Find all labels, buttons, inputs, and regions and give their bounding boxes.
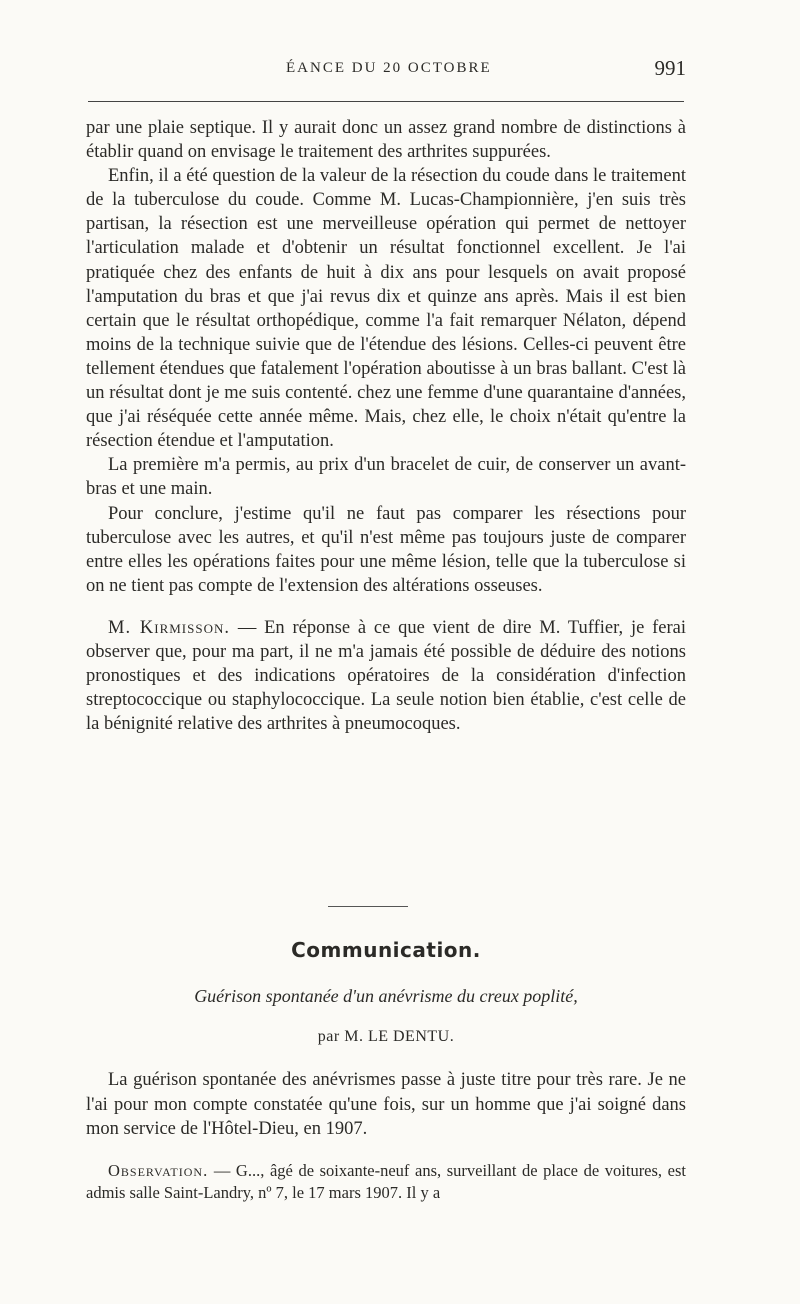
observation-paragraph	[86, 1160, 686, 1204]
kirmisson-paragraph	[86, 616, 686, 736]
kirmisson-text: — En réponse à ce que vient de dire M. Tuffier, je ferai observer que, pour ma part, il ne m'a jamais été possible de déduire des notions pronostiques et des indications opératoires de la considération d'infection streptococcique ou staphylococcique. La seule notion bien établie, c'est celle de la bénignité relative des arthrites à pneumocoques.	[86, 617, 686, 735]
communication-title: Guérison spontanée d'un anévrisme du creux poplité,	[194, 986, 578, 1006]
running-header-title: ÉANCE DU 20 OCTOBRE	[286, 60, 492, 76]
section-divider	[328, 906, 408, 907]
page-number: 991	[654, 56, 686, 80]
author-byline: par M. LE DENTU.	[317, 1028, 455, 1045]
observation-block	[86, 1160, 686, 1204]
paragraph-4: Pour conclure, j'estime qu'il ne faut pas comparer les résections pour tuberculose avec les autres, et qu'il n'est même pas toujours juste de comparer entre elles les opérations faites pour une même lésion, telle que la tuberculose si on ne tient pas compte de l'extension des altérations osseuses.	[86, 503, 686, 596]
paragraph-2: Enfin, il a été question de la valeur de la résection du coude dans le traitement de la tuberculose du coude. Comme M. Lucas-Championnière, j'en suis très partisan, la résection est une merveilleuse opération qui permet de nettoyer l'articulation malade et d'obtenir un résultat fonctionnel excellent. Je l'ai pratiquée chez des enfants de huit à dix ans pour lesquels on avait proposé l'amputation du bras et que j'ai revus dix et quinze ans après. Mais il est bien certain que le résultat orthopédique, comme l'a fait remarquer Nélaton, dépend moins de la technique suivie que de l'étendue des lésions. Celles-ci peuvent être tellement étendues que fatalement l'opération aboutisse à un bras ballant. C'est là un résultat dont je me suis contenté. chez une femme d'une quarantaine d'années, que j'ai réséquée cette année même. Mais, chez elle, le choix n'était qu'entre la résection étendue et l'amputation.	[86, 166, 686, 452]
paragraph-3: La première m'a permis, au prix d'un bracelet de cuir, de conserver un avant-bras et une main.	[86, 455, 686, 500]
discussion-text	[86, 116, 686, 736]
section-title: Communication.	[291, 938, 481, 962]
intro-paragraph: La guérison spontanée des anévrismes passe à juste titre pour très rare. Je ne l'ai pour mon compte constatée qu'une fois, sur un homme que j'ai soigné dans mon service de l'Hôtel-Dieu, en 1907.	[86, 1070, 686, 1139]
running-header	[86, 56, 686, 88]
header-rule	[88, 101, 684, 102]
observation-text: — G..., âgé de soixante-neuf ans, surveillant de place de voitures, est admis salle Saint-Landry, nº 7, le 17 mars 1907. Il y a	[86, 1161, 686, 1202]
speaker-name: M. Kirmisson.	[108, 617, 230, 638]
communication-intro	[86, 1068, 686, 1142]
paragraph-1: par une plaie septique. Il y aurait donc un assez grand nombre de distinctions à établir quand on envisage le traitement des arthrites suppurées.	[86, 118, 686, 163]
observation-label: Observation.	[108, 1161, 209, 1180]
